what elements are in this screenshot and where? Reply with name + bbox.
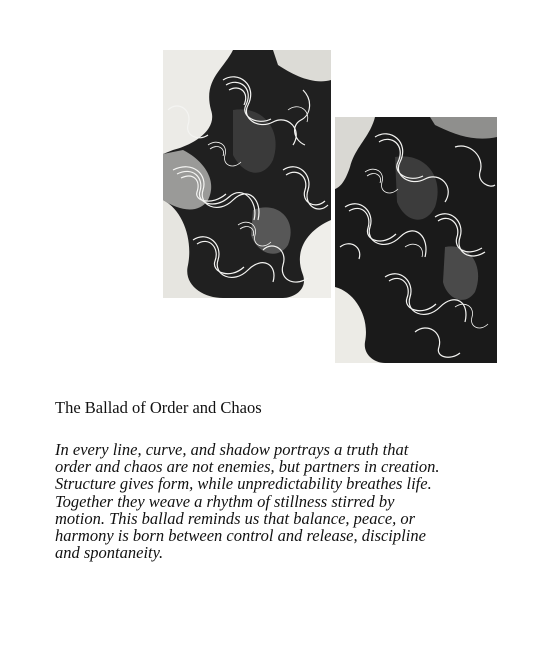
artwork-right-panel bbox=[335, 117, 497, 363]
artwork-right-image bbox=[335, 117, 497, 363]
artwork-title: The Ballad of Order and Chaos bbox=[55, 398, 262, 417]
artwork-left-image bbox=[163, 50, 331, 298]
artwork-left-panel bbox=[163, 50, 331, 298]
artwork-description: In every line, curve, and shadow portrays a truth that order and chaos are not enemies, but partners in creation. Structure gives form, while unpredictability breathes life. Together they weave a rhythm of stillness stirred by motion. This ballad reminds us that balance, peace, or harmony is born between control and release, discipline and spontaneity. bbox=[55, 440, 440, 563]
